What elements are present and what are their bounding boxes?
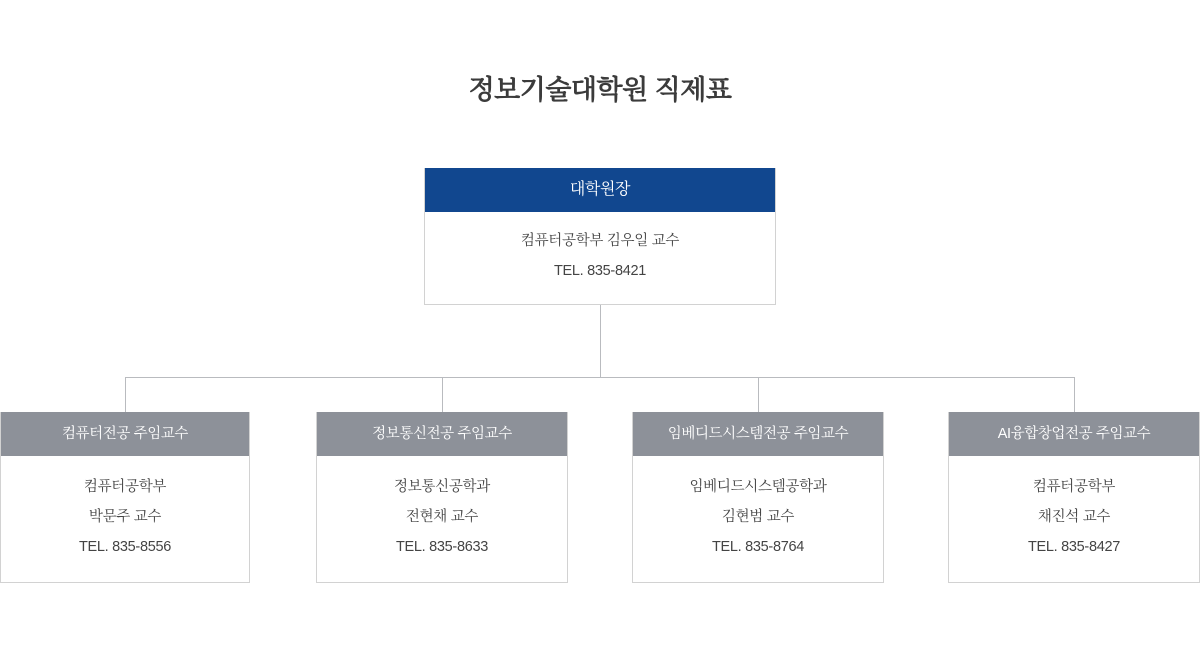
org-node-dean <box>424 168 776 305</box>
org-node-department-infocomm-body <box>317 456 567 582</box>
org-node-department-infocomm-person: 전현채 교수 <box>405 509 479 525</box>
org-node-department-computer <box>0 412 250 583</box>
org-node-department-embedded-phone: TEL. 835-8764 <box>711 539 805 555</box>
org-node-department-computer-body <box>1 456 249 582</box>
org-node-department-ai-affiliation: 컴퓨터공학부 <box>1032 479 1116 495</box>
org-node-dean-phone: TEL. 835-8421 <box>553 263 647 279</box>
org-node-department-infocomm-phone: TEL. 835-8633 <box>395 539 489 555</box>
org-node-department-ai-body <box>949 456 1199 582</box>
connector-drop-embedded <box>758 377 759 412</box>
org-node-department-infocomm-header: 정보통신전공 주임교수 <box>317 412 567 456</box>
org-node-department-embedded-person: 김현범 교수 <box>721 509 795 525</box>
org-node-dean-header: 대학원장 <box>425 168 775 212</box>
connector-horizontal-bus <box>125 377 1075 378</box>
org-node-department-ai-header: AI융합창업전공 주임교수 <box>949 412 1199 456</box>
org-node-department-embedded-body <box>633 456 883 582</box>
org-node-department-computer-header: 컴퓨터전공 주임교수 <box>1 412 249 456</box>
org-node-dean-affiliation: 컴퓨터공학부 김우일 교수 <box>520 233 680 249</box>
org-node-department-embedded <box>632 412 884 583</box>
org-node-department-infocomm <box>316 412 568 583</box>
org-node-department-infocomm-affiliation: 정보통신공학과 <box>394 479 490 495</box>
connector-drop-computer <box>125 377 126 412</box>
org-node-department-computer-person: 박문주 교수 <box>88 509 162 525</box>
org-node-department-embedded-affiliation: 임베디드시스템공학과 <box>689 479 827 495</box>
connector-drop-ai <box>1074 377 1075 412</box>
connector-trunk <box>600 305 601 377</box>
connector-drop-infocomm <box>442 377 443 412</box>
org-node-department-computer-phone: TEL. 835-8556 <box>78 539 172 555</box>
org-node-department-embedded-header: 임베디드시스템전공 주임교수 <box>633 412 883 456</box>
org-node-dean-body <box>425 212 775 304</box>
page-title: 정보기술대학원 직제표 <box>468 75 732 105</box>
org-node-department-ai <box>948 412 1200 583</box>
org-node-department-ai-phone: TEL. 835-8427 <box>1027 539 1121 555</box>
org-node-department-computer-affiliation: 컴퓨터공학부 <box>83 479 167 495</box>
org-node-department-ai-person: 채진석 교수 <box>1037 509 1111 525</box>
